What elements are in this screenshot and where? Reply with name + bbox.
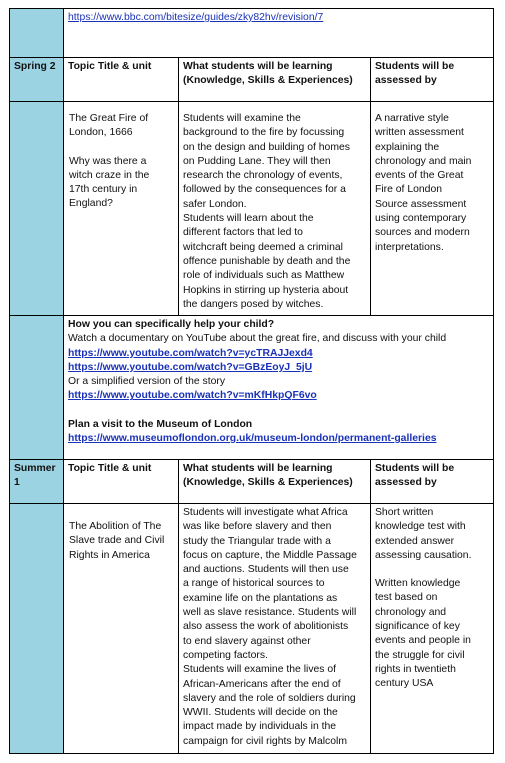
term-label-summer1 [10,460,64,504]
header-assessed [371,58,494,102]
header-learning [179,58,371,102]
summer1-learning-text: Students will investigate what Africa was like before slavery and then study the Triangular trade with a focus on capture, the Middle Passage and auctions. Students will then use a range of historical sources to examine life on the plantations as well as slave resistance. Students will also assess the work of abolitionists to end slavery against other competing factors. Students will examine the lives of African-Americans after the end of slavery and the role of soldiers during WWII. Students will decide on the impact made by individuals in the campaign for civil rights by Malcolm [183,507,357,747]
help-cell [64,316,494,460]
term-summer1-text: Summer 1 [14,463,56,489]
header-assessed-2 [371,460,494,504]
header-learning-text-2: What students will be learning (Knowledge, Skills & Experiences) [183,463,353,489]
summer1-header-row [10,460,494,504]
visit-heading: Plan a visit to the Museum of London [68,418,253,430]
header-learning-text: What students will be learning (Knowledge, Skills & Experiences) [183,61,353,87]
youtube-link-3[interactable]: https://www.youtube.com/watch?v=mKfHkpQF6vo [68,390,317,402]
summer1-topic-cell [64,504,179,754]
spring2-assessment-cell [371,102,494,316]
term-cell-empty [10,9,64,58]
spring2-topic-question: Why was there a witch craze in the 17th century in England? [69,155,150,210]
help-simplified: Or a simplified version of the story [68,376,226,388]
help-intro: Watch a documentary on YouTube about the great fire, and discuss with your child [68,333,447,345]
header-assessed-text: Students will be assessed by [375,61,455,87]
header-topic-2 [64,460,179,504]
help-row [10,316,494,460]
term-label-spring2 [10,58,64,102]
spring2-learning-text: Students will examine the background to the fire by focussing on the design and building of homes on Pudding Lane. They will then research the chronology of events, followed by the consequences for a safer London. Students will learn about the different factors that led to witchcraft being deemed a criminal offence punishable by death and the role of individuals such as Matthew Hopkins in stirring up hysteria about the dangers posed by witches. [183,113,351,310]
curriculum-table [9,8,494,754]
museum-link[interactable]: https://www.museumoflondon.org.uk/museum-london/permanent-galleries [68,433,437,445]
summer1-content-row [10,504,494,754]
summer1-assessment-2: Written knowledge test based on chronology and significance of key events and people in the struggle for civil rights in twentieth century USA [375,578,471,690]
term-cell-help [10,316,64,460]
spring2-header-row [10,58,494,102]
bbc-bitesize-link[interactable]: https://www.bbc.com/bitesize/guides/zky82hv/revision/7 [68,12,324,23]
spring2-content-row [10,102,494,316]
summer1-assessment-cell [371,504,494,754]
header-topic-text: Topic Title & unit [68,61,152,72]
header-assessed-text-2: Students will be assessed by [375,463,455,489]
spring2-topic-cell [64,102,179,316]
term-spring2-text: Spring 2 [14,61,56,72]
help-heading: How you can specifically help your child? [68,319,275,330]
youtube-link-2[interactable]: https://www.youtube.com/watch?v=GBzEoyJ_5jU [68,361,313,373]
term-cell-spring2-body [10,102,64,316]
spring2-assessment-text: A narrative style written assessment explaining the chronology and main events of the Great Fire of London Source assessment using contemporary sources and modern interpretations. [375,113,472,253]
header-topic-text-2: Topic Title & unit [68,463,152,474]
spring2-topic-title: The Great Fire of London, 1666 [69,113,149,139]
spring2-learning-cell [179,102,371,316]
header-learning-2 [179,460,371,504]
summer1-learning-cell [179,504,371,754]
term-cell-summer1-body [10,504,64,754]
summer1-assessment-1: Short written knowledge test with extended answer assessing causation. [375,507,472,561]
top-link-row [10,9,494,58]
top-link-cell [64,9,494,58]
youtube-link-1[interactable]: https://www.youtube.com/watch?v=ycTRAJJexd4 [68,347,313,359]
summer1-topic-title: The Abolition of The Slave trade and Civil Rights in America [69,521,165,561]
header-topic [64,58,179,102]
